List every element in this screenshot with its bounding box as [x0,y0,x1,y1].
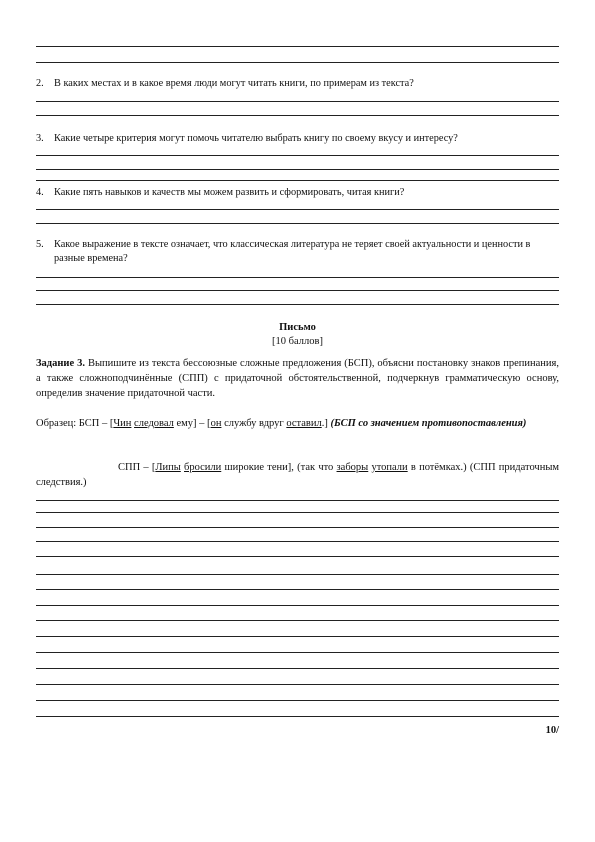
answer-line[interactable] [36,512,559,513]
answer-line[interactable] [36,277,559,278]
example-predicate: утопали [371,462,408,473]
example-predicate: следовал [134,418,174,429]
section-title: Письмо [279,322,316,333]
question-number: 5. [36,239,44,250]
example-text: в потёмках.) (СПП придаточным следствия.) [36,462,560,488]
answer-line[interactable] [36,620,559,621]
question-number: 3. [36,133,44,144]
answer-line[interactable] [36,155,559,156]
task-label: Задание 3. [36,358,85,369]
answer-line[interactable] [36,700,559,701]
answer-line[interactable] [36,556,559,557]
example-bsp [36,416,559,431]
task-3 [36,356,559,401]
example-text: СПП – [ [118,462,156,473]
example-subject: Чин [113,418,132,429]
example-predicate: бросили [184,462,222,473]
question-text: Какие пять навыков и качеств мы можем развить и сформировать, читая книги? [54,187,405,198]
example-subject: Липы [155,462,181,473]
example-subject: он [210,418,222,429]
task-text: Выпишите из текста бессоюзные сложные предложения (БСП), объясни постановку знаков препинания, а также сложноподчинённые (СПП) с придаточной обстоятельственной, подчеркнув грамматическую основу, определив значение придаточной части. [36,358,559,399]
answer-line[interactable] [36,101,559,102]
answer-line[interactable] [36,169,559,170]
page-number: 10/ [545,725,559,736]
answer-line[interactable] [36,223,559,224]
answer-line[interactable] [36,115,559,116]
answer-line[interactable] [36,605,559,606]
answer-line[interactable] [36,500,559,501]
answer-line[interactable] [36,290,559,291]
example-text: широкие тени], (так что [221,462,337,473]
question-text: Какое выражение в тексте означает, что классическая литература не теряет своей актуальности и ценности в разные времена? [54,239,531,264]
answer-line[interactable] [36,636,559,637]
answer-line[interactable] [36,652,559,653]
example-text: .] [321,418,331,429]
answer-line[interactable] [36,62,559,63]
example-spp [36,460,559,490]
question-text: Какие четыре критерия могут помочь читателю выбрать книгу по своему вкусу и интересу? [54,133,458,144]
example-predicate: оставил [286,418,322,429]
question-2 [36,77,559,91]
answer-line[interactable] [36,527,559,528]
example-text: службу вдруг [221,418,287,429]
answer-line[interactable] [36,684,559,685]
example-text: Образец: БСП – [ [36,418,114,429]
example-subject: заборы [336,462,369,473]
question-text: В каких местах и в какое время люди могут читать книги, по примерам из текста? [54,78,414,89]
answer-line[interactable] [36,541,559,542]
example-text: ему] – [ [173,418,211,429]
question-3 [36,132,559,146]
answer-line[interactable] [36,716,559,717]
question-5 [36,238,559,266]
section-points: [10 баллов] [272,336,323,347]
answer-line[interactable] [36,668,559,669]
answer-line[interactable] [36,589,559,590]
question-number: 4. [36,187,44,198]
example-note: (БСП со значением противопоставления) [330,418,527,429]
question-number: 2. [36,78,44,89]
answer-line[interactable] [36,46,559,47]
answer-line[interactable] [36,574,559,575]
answer-line[interactable] [36,209,559,210]
question-4 [36,186,559,200]
answer-line[interactable] [36,180,559,181]
answer-line[interactable] [36,304,559,305]
